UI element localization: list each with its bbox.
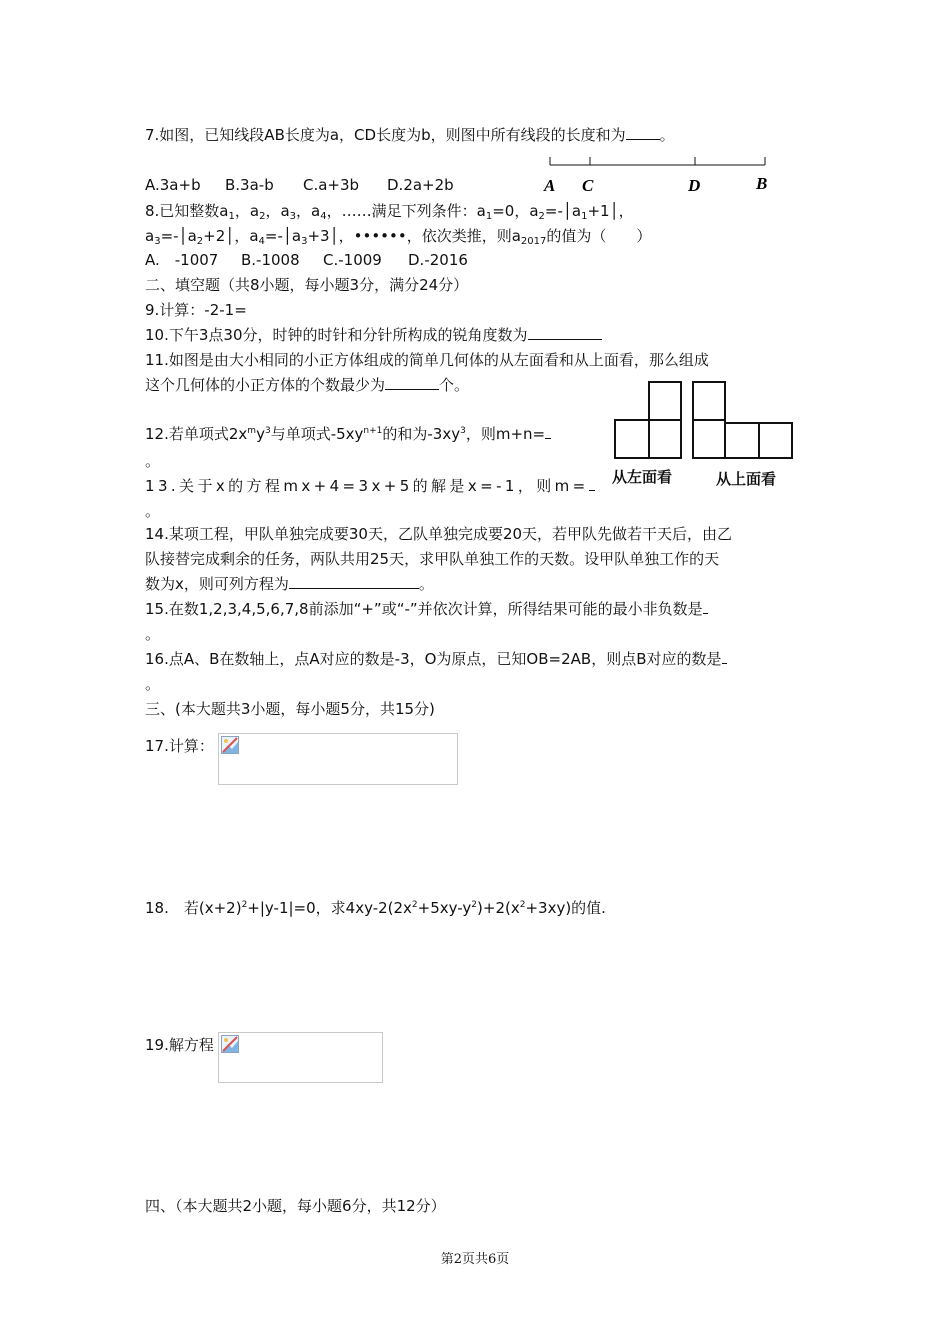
q13-end: 。 (145, 502, 161, 520)
q14-line2: 队接替完成剩余的任务，两队共用25天，求甲队单独工作的天数。设甲队单独工作的天 (145, 550, 720, 568)
label-a: A (544, 176, 556, 195)
section-3-heading: 三、(本大题共3小题，每小题5分，共15分) (145, 700, 435, 718)
q13-text: 13.关于x的方程mx+4=3x+5的解是x=-1，则m= (145, 475, 595, 497)
q8-line2: $a_3=-│a_2+2│$，$a_4=-│a_3+3│$，••••••，依次类推，则$a_{2017}$的值为（ ） (145, 227, 652, 247)
answer-blank[interactable] (722, 648, 727, 664)
section-2-heading: 二、填空题（共8小题，每小题3分，满分24分） (145, 276, 469, 294)
cube (692, 419, 726, 459)
q16-end: 。 (145, 675, 161, 693)
q8-option-b[interactable]: B.-1008 (241, 251, 300, 269)
cube (758, 422, 793, 459)
broken-image-placeholder (218, 1032, 383, 1083)
q8-option-d[interactable]: D.-2016 (408, 251, 468, 269)
cube (724, 422, 760, 459)
fig-label-top-view: 从上面看 (716, 470, 777, 488)
q19-text: 19.解方程 (145, 1036, 214, 1054)
q15-end: 。 (145, 625, 161, 643)
q12-end: 。 (145, 452, 161, 470)
q7-option-a[interactable]: A.3a+b (145, 176, 201, 194)
answer-blank[interactable] (703, 598, 708, 614)
q7-option-d[interactable]: D.2a+2b (387, 176, 454, 194)
label-b: B (756, 174, 768, 193)
q8-options (145, 249, 468, 271)
q8-option-a[interactable]: A. -1007 (145, 251, 219, 269)
q14-line3: 数为x，则可列方程为 。 (145, 575, 434, 593)
answer-blank[interactable] (626, 124, 660, 140)
q7-text: 7.如图，已知线段AB长度为a，CD长度为b，则图中所有线段的长度和为 。 (145, 126, 675, 144)
q11-line1: 11.如图是由大小相同的小正方体组成的简单几何体的从左面看和从上面看，那么组成 (145, 351, 709, 369)
answer-blank[interactable] (545, 423, 551, 439)
q12-text: 12.若单项式$2x^my^3$与单项式$-5xy^{n+1}$的和为$-3xy^3$，则m+n= (145, 423, 551, 448)
fig-label-left-view: 从左面看 (612, 468, 673, 486)
q7-options (145, 174, 454, 196)
cube (648, 419, 682, 459)
broken-image-placeholder (218, 733, 458, 785)
broken-image-icon (221, 736, 239, 754)
q18-text: 18. 若$(x+2)^2+|y-1|=0$，求$4xy-2(2x^2+5xy-y^2)+2(x^2+3xy)$的值. (145, 899, 606, 917)
label-d: D (688, 176, 701, 195)
answer-blank[interactable] (528, 324, 602, 340)
q15-text: 15.在数1,2,3,4,5,6,7,8前添加“+”或“-”并依次计算，所得结果可能的最小非负数是 (145, 598, 708, 620)
page-footer: 第2页共6页 (440, 1252, 510, 1267)
cube (614, 419, 650, 459)
q17-text: 17.计算： (145, 737, 214, 755)
label-c: C (582, 176, 594, 195)
q7-option-b[interactable]: B.3a-b (225, 176, 274, 194)
cube (648, 381, 682, 421)
q16-text: 16.点A、B在数轴上，点A对应的数是-3，O为原点，已知OB=2AB，则点B对应的数是 (145, 648, 727, 670)
answer-blank[interactable] (589, 475, 595, 491)
q10-text: 10.下午3点30分，时钟的时针和分针所构成的锐角度数为 (145, 324, 602, 346)
answer-blank[interactable] (385, 374, 439, 390)
q9-text: 9.计算：-2-1= (145, 301, 247, 319)
cube (692, 381, 726, 421)
broken-image-icon (221, 1035, 239, 1053)
q11-line2: 这个几何体的小正方体的个数最少为 个。 (145, 376, 470, 394)
section-4-heading: 四、（本大题共2小题，每小题6分，共12分） (145, 1197, 446, 1215)
q7-option-c[interactable]: C.a+3b (303, 176, 360, 194)
q8-option-c[interactable]: C.-1009 (323, 251, 382, 269)
q8-line1: 8.已知整数$a_1$，$a_2$，$a_3$，$a_4$，……满足下列条件：$a_1=0$，$a_2=-│a_1+1│$， (145, 202, 634, 222)
answer-blank[interactable] (289, 573, 419, 589)
q14-line1: 14.某项工程，甲队单独完成要30天，乙队单独完成要20天，若甲队先做若干天后，由乙 (145, 525, 733, 543)
q7-segment-figure (540, 150, 780, 198)
